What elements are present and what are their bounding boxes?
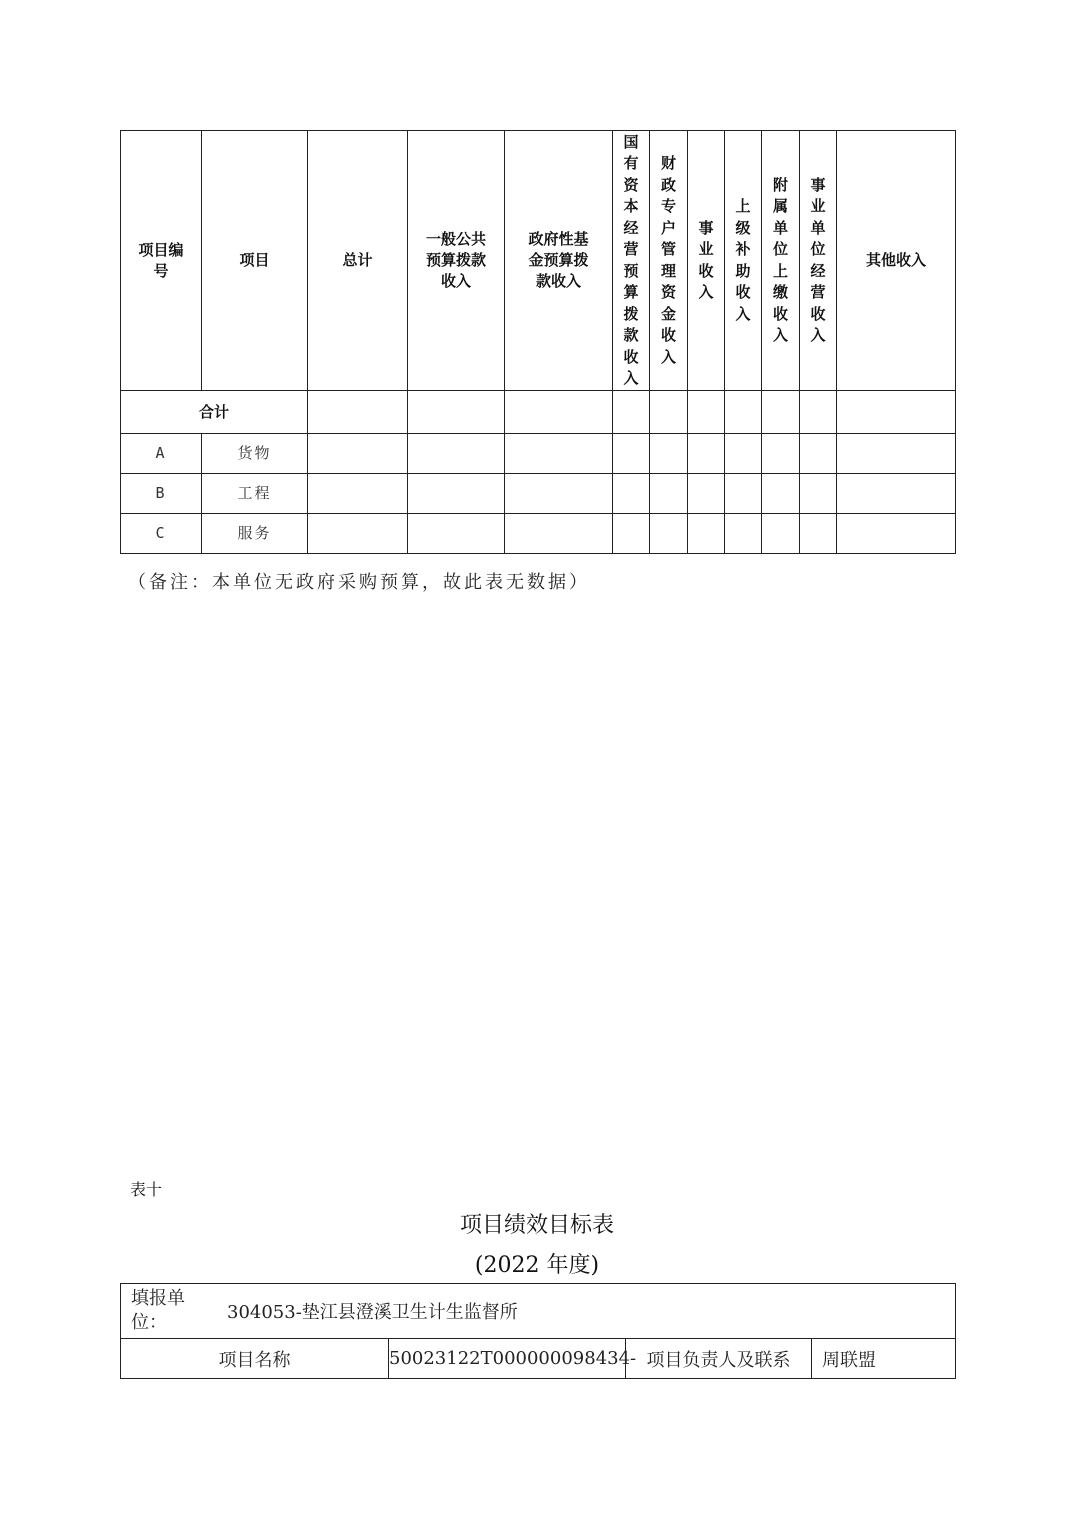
cell xyxy=(308,474,408,514)
cell xyxy=(837,391,956,434)
cell xyxy=(762,434,800,474)
cell xyxy=(408,514,505,554)
year-subtitle: (2022 年度) xyxy=(474,1253,600,1278)
cell xyxy=(505,474,613,514)
unit-row xyxy=(121,1284,956,1339)
cell xyxy=(650,434,688,474)
cell xyxy=(308,514,408,554)
cell xyxy=(837,434,956,474)
cell xyxy=(688,434,725,474)
cell xyxy=(613,391,650,434)
row-code: A xyxy=(121,434,202,474)
header-gov-fund: 政府性基金预算拨款收入 xyxy=(505,131,613,391)
table-row xyxy=(121,474,956,514)
cell xyxy=(650,474,688,514)
cell xyxy=(408,434,505,474)
header-special-account: 财政专户管理资金收入 xyxy=(650,131,688,391)
total-label: 合计 xyxy=(121,391,308,434)
cell xyxy=(650,391,688,434)
unit-cell xyxy=(121,1284,956,1339)
project-name-row xyxy=(121,1339,956,1379)
table-row xyxy=(121,514,956,554)
page-title: 项目绩效目标表 xyxy=(459,1213,614,1238)
cell xyxy=(800,514,837,554)
row-item: 服务 xyxy=(202,514,308,554)
header-other: 其他收入 xyxy=(837,131,956,391)
cell xyxy=(613,434,650,474)
header-state-capital: 国有资本经营预算拨款收入 xyxy=(613,131,650,391)
cell xyxy=(837,474,956,514)
cell xyxy=(308,391,408,434)
cell xyxy=(688,391,725,434)
row-code: B xyxy=(121,474,202,514)
cell xyxy=(725,514,762,554)
cell xyxy=(725,474,762,514)
cell xyxy=(505,514,613,554)
cell xyxy=(308,434,408,474)
project-name-value: 50023122T000000098434- xyxy=(389,1339,626,1379)
performance-target-table xyxy=(120,1283,956,1379)
header-code: 项目编号 xyxy=(121,131,202,391)
cell xyxy=(725,391,762,434)
table-label: 表十 xyxy=(130,1180,163,1199)
cell xyxy=(408,391,505,434)
cell xyxy=(837,514,956,554)
unit-value: 304053-垫江县澄溪卫生计生监督所 xyxy=(227,1302,518,1323)
project-name-label: 项目名称 xyxy=(121,1339,389,1379)
header-superior-subsidy: 上级补助收入 xyxy=(725,131,762,391)
procurement-budget-table xyxy=(120,130,956,554)
cell xyxy=(762,514,800,554)
leader-value: 周联盟 xyxy=(812,1339,956,1379)
cell xyxy=(688,514,725,554)
cell xyxy=(650,514,688,554)
table-note: （备注：本单位无政府采购预算，故此表无数据） xyxy=(128,572,590,593)
row-item: 货物 xyxy=(202,434,308,474)
cell xyxy=(505,434,613,474)
header-item: 项目 xyxy=(202,131,308,391)
cell xyxy=(505,391,613,434)
header-general-public: 一般公共预算拨款收入 xyxy=(408,131,505,391)
header-affiliated: 附属单位上缴收入 xyxy=(762,131,800,391)
leader-label: 项目负责人及联系 xyxy=(626,1339,812,1379)
header-row xyxy=(121,131,956,391)
table-row xyxy=(121,434,956,474)
cell xyxy=(762,391,800,434)
cell xyxy=(688,474,725,514)
cell xyxy=(613,474,650,514)
cell xyxy=(725,434,762,474)
cell xyxy=(800,391,837,434)
total-row xyxy=(121,391,956,434)
cell xyxy=(762,474,800,514)
row-item: 工程 xyxy=(202,474,308,514)
header-total: 总计 xyxy=(308,131,408,391)
cell xyxy=(613,514,650,554)
cell xyxy=(408,474,505,514)
unit-label: 填报单位： xyxy=(131,1288,185,1333)
cell xyxy=(800,474,837,514)
row-code: C xyxy=(121,514,202,554)
header-business: 事业收入 xyxy=(688,131,725,391)
header-operating: 事业单位经营收入 xyxy=(800,131,837,391)
cell xyxy=(800,434,837,474)
